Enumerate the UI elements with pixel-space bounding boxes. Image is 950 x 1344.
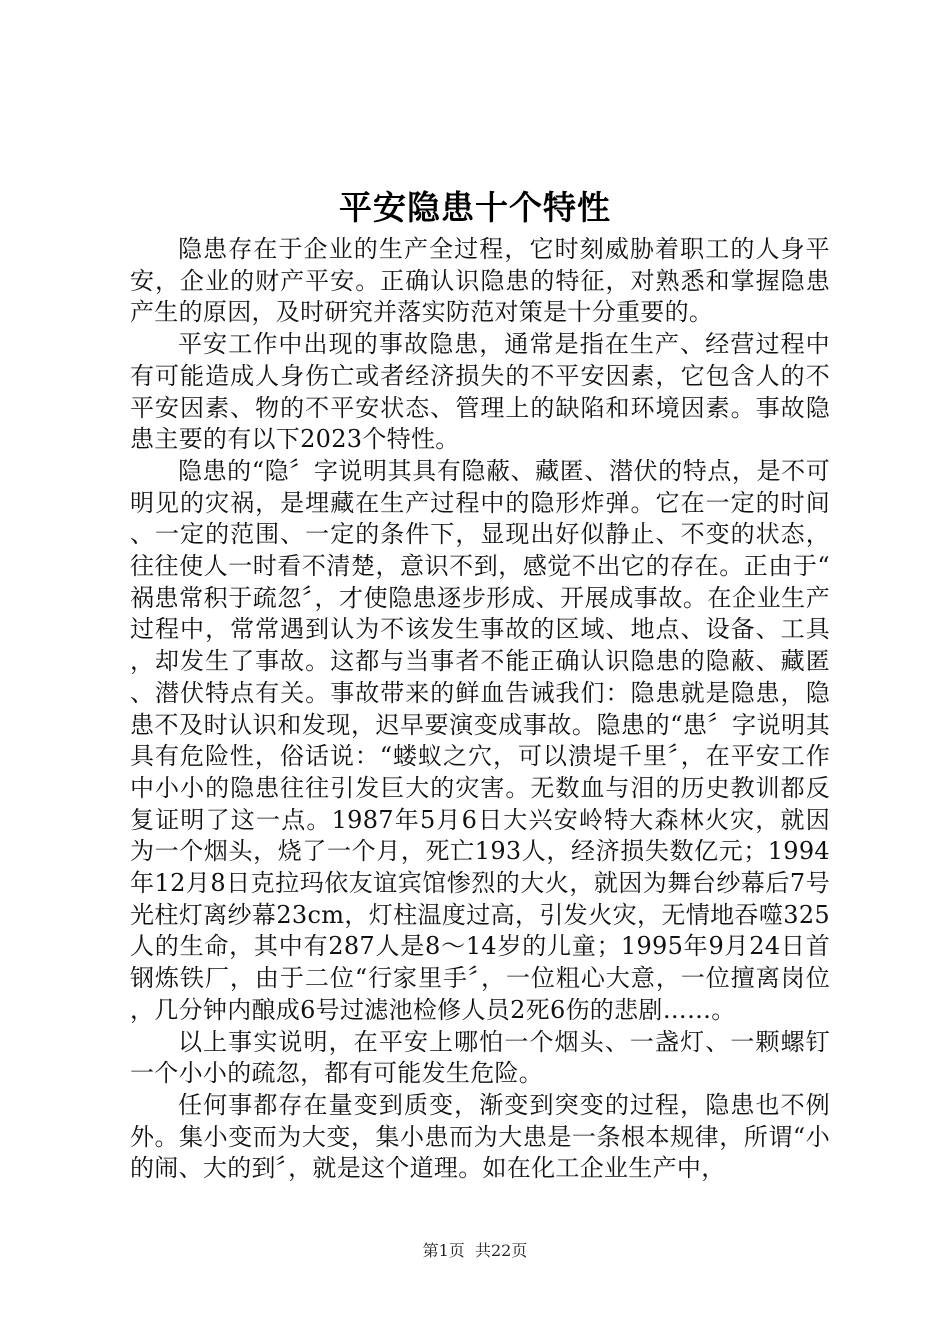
document-title: 平安隐患十个特性: [339, 188, 611, 227]
paragraph: 隐患的“隐〞字说明其具有隐蔽、藏匿、潜伏的特点，是不可明见的灾祸，是埋藏在生产过程中的隐形炸弹。它在一定的时间、一定的范围、一定的条件下，显现出好似静止、不变的状态，往往使人一时看不清楚，意识不到，感觉不出它的存在。正由于“祸患常积于疏忽〞，才使隐患逐步形成、开展成事故。在企业生产过程中，常常遇到认为不该发生事故的区域、地点、设备、工具，却发生了事故。这都与当事者不能正确认识隐患的隐蔽、藏匿、潜伏特点有关。事故带来的鲜血告诫我们：隐患就是隐患，隐患不及时认识和发现，迟早要演变成事故。隐患的“患〞字说明其具有危险性，俗话说：“蝼蚁之穴，可以溃堤千里〞，在平安工作中小小的隐患往往引发巨大的灾害。无数血与泪的历史教训都反复证明了这一点。1987年5月6日大兴安岭特大森林火灾，就因为一个烟头，烧了一个月，死亡193人，经济损失数亿元；1994年12月8日克拉玛依友谊宾馆惨烈的大火，就因为舞台纱幕后7号光柱灯离纱幕23cm，灯柱温度过高，引发火灾，无情地吞噬325人的生命，其中有287人是8～14岁的儿童；1995年9月24日首钢炼铁厂，由于二位“行家里手〞，一位粗心大意，一位擅离岗位，几分钟内酿成6号过滤池检修人员2死6伤的悲剧……。: [130, 456, 830, 1024]
paragraph: 以上事实说明，在平安上哪怕一个烟头、一盏灯、一颗螺钉一个小小的疏忽，都有可能发生危险。: [130, 1027, 830, 1088]
document-body: [130, 234, 830, 1185]
paragraph: 任何事都存在量变到质变，渐变到突变的过程，隐患也不例外。集小变而为大变，集小患而为大患是一条根本规律，所谓“小的闹、大的到〞，就是这个道理。如在化工企业生产中，: [130, 1090, 830, 1183]
page-number: 第1页: [422, 1241, 465, 1260]
page-total: 共22页: [474, 1241, 528, 1260]
page-footer: [0, 1240, 950, 1262]
paragraph: 平安工作中出现的事故隐患，通常是指在生产、经营过程中有可能造成人身伤亡或者经济损失的不平安因素，它包含人的不平安因素、物的不平安状态、管理上的缺陷和环境因素。事故隐患主要的有以下2023个特性。: [130, 330, 830, 454]
paragraph: 隐患存在于企业的生产全过程，它时刻威胁着职工的人身平安，企业的财产平安。正确认识隐患的特征，对熟悉和掌握隐患产生的原因，及时研究并落实防范对策是十分重要的。: [130, 235, 830, 327]
